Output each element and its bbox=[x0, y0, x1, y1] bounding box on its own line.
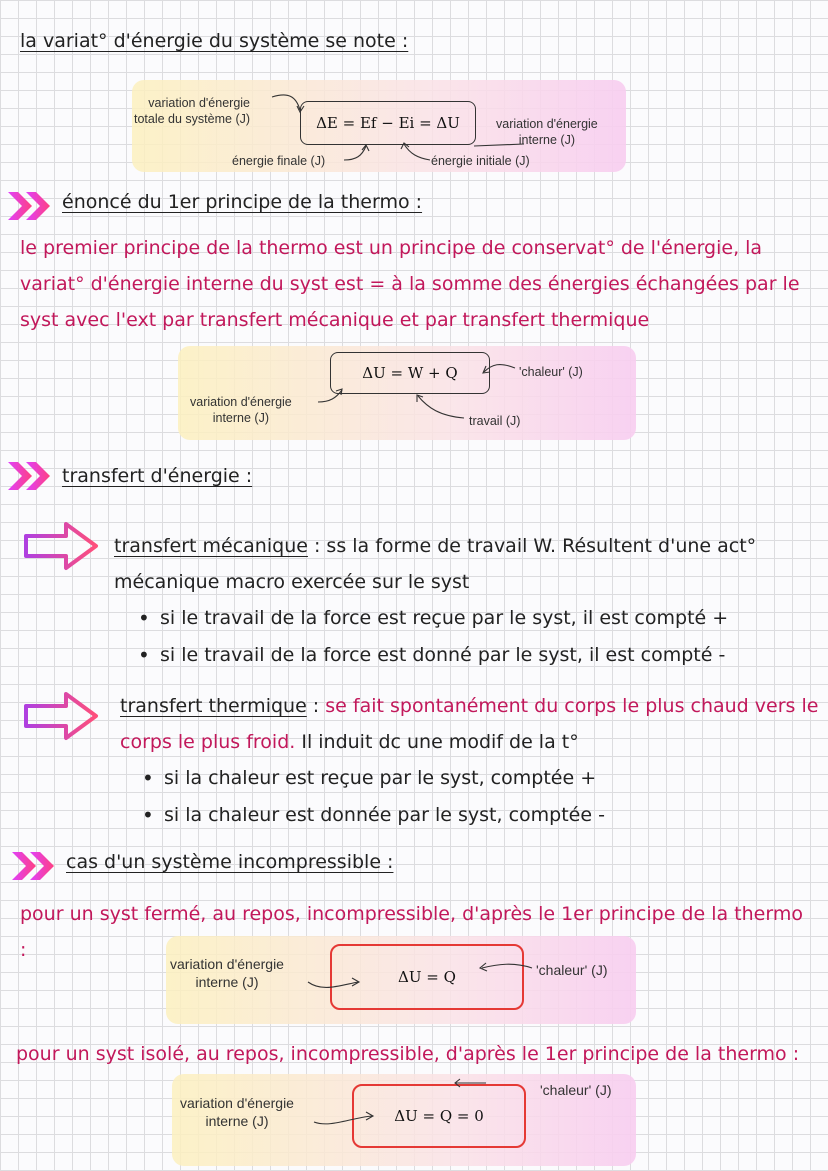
label-total-energy: variation d'énergie totale du système (J) bbox=[134, 96, 251, 126]
term-mechanical-transfer: transfert mécanique bbox=[114, 535, 308, 557]
label-heat: 'chaleur' (J) bbox=[540, 1082, 612, 1098]
section-heading-variation: la variat° d'énergie du système se note : bbox=[20, 30, 409, 52]
isolated-system-text: pour un syst isolé, au repos, incompressible, d'après le 1er principe de la thermo : bbox=[16, 1043, 800, 1065]
label-internal-energy: variation d'énergie interne (J) bbox=[170, 956, 284, 990]
label-heat: 'chaleur' (J) bbox=[519, 365, 583, 379]
label-final-energy: énergie finale (J) bbox=[232, 154, 326, 168]
label-work: travail (J) bbox=[469, 414, 521, 428]
right-arrow-icon bbox=[22, 518, 102, 574]
separator: : bbox=[306, 695, 326, 717]
mechanical-transfer-definition: : ss la forme de travail W. Résultent d'une act° mécanique macro exercée sur le syst bbox=[114, 535, 757, 593]
mechanical-bullets bbox=[138, 600, 828, 674]
thermal-transfer-note: Il induit dc une modif de la t° bbox=[295, 731, 579, 753]
chevron-icon bbox=[8, 188, 58, 224]
label-internal-energy: variation d'énergie interne (J) bbox=[496, 117, 598, 147]
label-initial-energy: énergie initiale (J) bbox=[431, 154, 530, 168]
list-item: • si le travail de la force est reçue par le syst, il est compté + bbox=[138, 600, 828, 637]
equation-isolated-system: ΔU = Q = 0 bbox=[352, 1084, 526, 1148]
equation-closed-system: ΔU = Q bbox=[330, 944, 524, 1010]
label-heat: 'chaleur' (J) bbox=[536, 962, 608, 978]
section-heading-incompressible: cas d'un système incompressible : bbox=[66, 851, 394, 873]
thermal-transfer-definition: se fait spontanément du corps le plus chaud vers le corps le plus froid. bbox=[120, 695, 819, 753]
equation-first-law: ΔU = W + Q bbox=[330, 352, 490, 394]
term-thermal-transfer: transfert thermique bbox=[120, 695, 307, 717]
list-item: • si le travail de la force est donné par le syst, il est compté - bbox=[138, 637, 828, 674]
label-internal-energy: variation d'énergie interne (J) bbox=[180, 1095, 294, 1129]
chevron-icon bbox=[8, 458, 58, 494]
section-heading-transfer: transfert d'énergie : bbox=[62, 465, 253, 487]
thermal-bullets bbox=[142, 760, 828, 834]
list-item: • si la chaleur est reçue par le syst, comptée + bbox=[142, 760, 828, 797]
principle-statement: le premier principe de la thermo est un principe de conservat° de l'énergie, la variat° d'énergie interne du syst est = à la somme des énergies échangées par le syst avec l'ext par transfert mécanique et par transfert thermique bbox=[20, 237, 800, 331]
label-internal-energy: variation d'énergie interne (J) bbox=[190, 395, 292, 425]
equation-delta-e: ΔE = Ef − Ei = ΔU bbox=[300, 101, 476, 145]
thermal-transfer-text bbox=[120, 688, 826, 760]
list-item: • si la chaleur est donnée par le syst, comptée - bbox=[142, 797, 828, 834]
right-arrow-icon bbox=[22, 688, 102, 744]
closed-system-text: pour un syst fermé, au repos, incompressible, d'après le 1er principe de la thermo : bbox=[20, 903, 803, 961]
chevron-icon bbox=[12, 848, 62, 884]
section-heading-principle: énoncé du 1er principe de la thermo : bbox=[62, 191, 423, 213]
mechanical-transfer-text bbox=[114, 528, 826, 600]
